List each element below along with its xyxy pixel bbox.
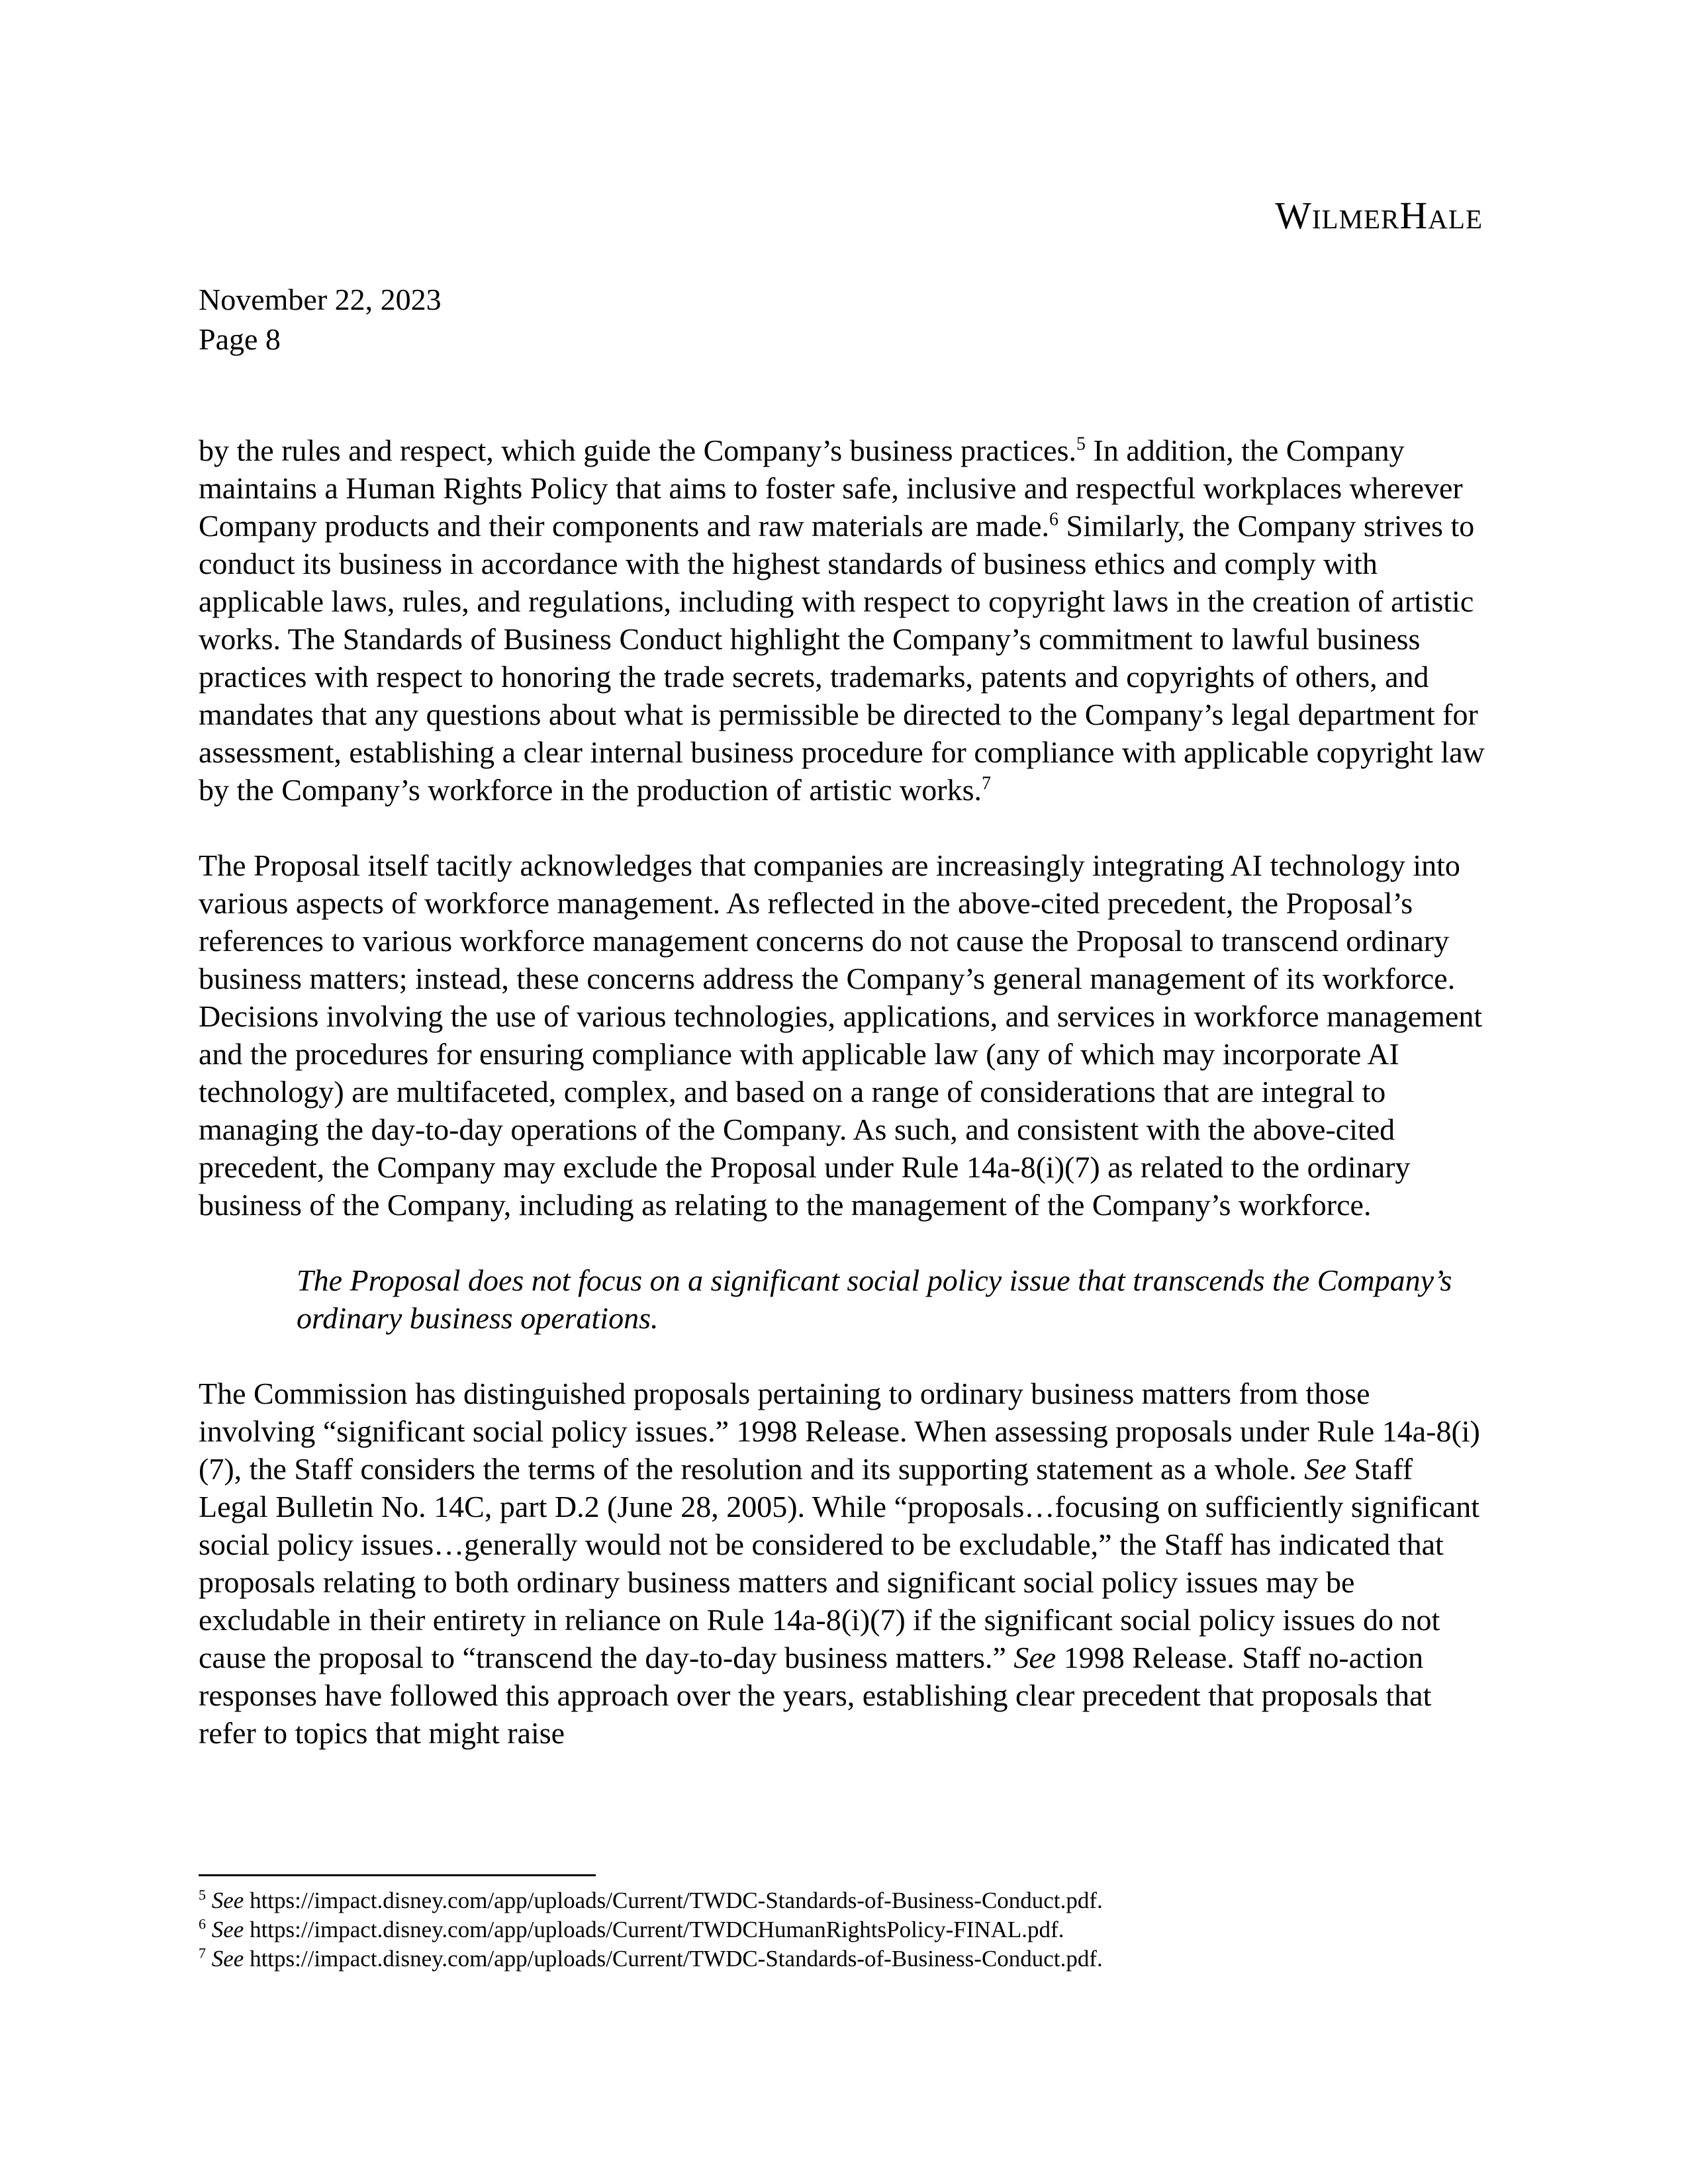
see-signal-2: See <box>1013 1641 1056 1674</box>
footnote-6 <box>199 1915 1103 1944</box>
footnotes <box>199 1886 1103 1974</box>
footnote-number: 7 <box>199 1944 206 1962</box>
footnote-link[interactable]: https://impact.disney.com/app/uploads/Current/TWDC-Standards-of-Business-Conduct.pdf. <box>244 1946 1103 1972</box>
footnote-7 <box>199 1944 1103 1974</box>
paragraph-2: The Proposal itself tacitly acknowledges that companies are increasingly integrating AI technology into various aspects of workforce management. As reflected in the above-cited precedent, the Proposal’s references to various workforce management concerns do not cause the Proposal to transcend ordinary business matters; instead, these concerns address the Company’s general management of its workforce. Decisions involving the use of various technologies, applications, and services in workforce management and the procedures for ensuring compliance with applicable law (any of which may incorporate AI technology) are multifaceted, complex, and based on a range of considerations that are integral to managing the day-to-day operations of the Company. As such, and consistent with the above-cited precedent, the Company may exclude the Proposal under Rule 14a-8(i)(7) as related to the ordinary business of the Company, including as relating to the management of the Company’s workforce. <box>199 848 1483 1222</box>
firm-logo: WilmerHale <box>1275 194 1483 237</box>
letter-date: November 22, 2023 <box>199 283 442 316</box>
paragraph-1 <box>199 432 1489 809</box>
footnote-number: 5 <box>199 1886 206 1903</box>
paragraph-3-text-b: Staff Legal Bulletin No. 14C, part D.2 (June 28, 2005). While “proposals…focusing on sufficiently significant social policy issues…generally would not be considered to be excludable,” the Staff has indicated that proposals relating to both ordinary business matters and significant social policy issues may be excludable in their entirety in reliance on Rule 14a-8(i)(7) if the significant social policy issues do not cause the proposal to “transcend the day-to-day business matters.” <box>199 1452 1480 1674</box>
page-number: Page 8 <box>199 322 281 356</box>
footnote-ref-6: 6 <box>1049 509 1059 530</box>
paragraph-1-text-a: by the rules and respect, which guide the Company’s business practices. <box>199 433 1077 467</box>
paragraph-1-text-b: In addition, the Company maintains a Human Rights Policy that aims to foster safe, inclusive and respectful workplaces wherever Company products and their components and raw materials are made. <box>199 433 1463 543</box>
footnote-divider <box>199 1874 596 1876</box>
section-heading: The Proposal does not focus on a significant social policy issue that transcends the Company’s ordinary business operations. <box>297 1263 1452 1335</box>
paragraph-3-text-a: The Commission has distinguished proposals pertaining to ordinary business matters from those involving “significant social policy issues.” 1998 Release. When assessing proposals under Rule 14a-8(i)(7), the Staff considers the terms of the resolution and its supporting statement as a whole. <box>199 1377 1480 1486</box>
paragraph-3 <box>199 1375 1489 1752</box>
footnote-link[interactable]: https://impact.disney.com/app/uploads/Current/TWDCHumanRightsPolicy-FINAL.pdf. <box>244 1917 1064 1942</box>
letter-body <box>199 432 1489 1790</box>
footnote-number: 6 <box>199 1915 206 1933</box>
paragraph-3-text-c: 1998 Release. Staff no-action responses have followed this approach over the years, establishing clear precedent that proposals that refer to topics that might raise <box>199 1641 1432 1750</box>
footnote-see: See <box>211 1946 244 1972</box>
see-signal-1: See <box>1304 1452 1346 1486</box>
letter-header <box>199 280 442 359</box>
paragraph-1-text-c: Similarly, the Company strives to conduct its business in accordance with the highest standards of business ethics and comply with applicable laws, rules, and regulations, including with respect to copyright laws in the creation of artistic works. The Standards of Business Conduct highlight the Company’s commitment to lawful business practices with respect to honoring the trade secrets, trademarks, patents and copyrights of others, and mandates that any questions about what is permissible be directed to the Company’s legal department for assessment, establishing a clear internal business procedure for compliance with applicable copyright law by the Company’s workforce in the production of artistic works. <box>199 509 1485 807</box>
footnote-see: See <box>211 1888 244 1913</box>
footnote-5 <box>199 1886 1103 1915</box>
footnote-see: See <box>211 1917 244 1942</box>
footnote-ref-5: 5 <box>1076 433 1086 455</box>
footnote-link[interactable]: https://impact.disney.com/app/uploads/Current/TWDC-Standards-of-Business-Conduct.pdf. <box>244 1888 1103 1913</box>
footnote-ref-7: 7 <box>981 773 991 794</box>
